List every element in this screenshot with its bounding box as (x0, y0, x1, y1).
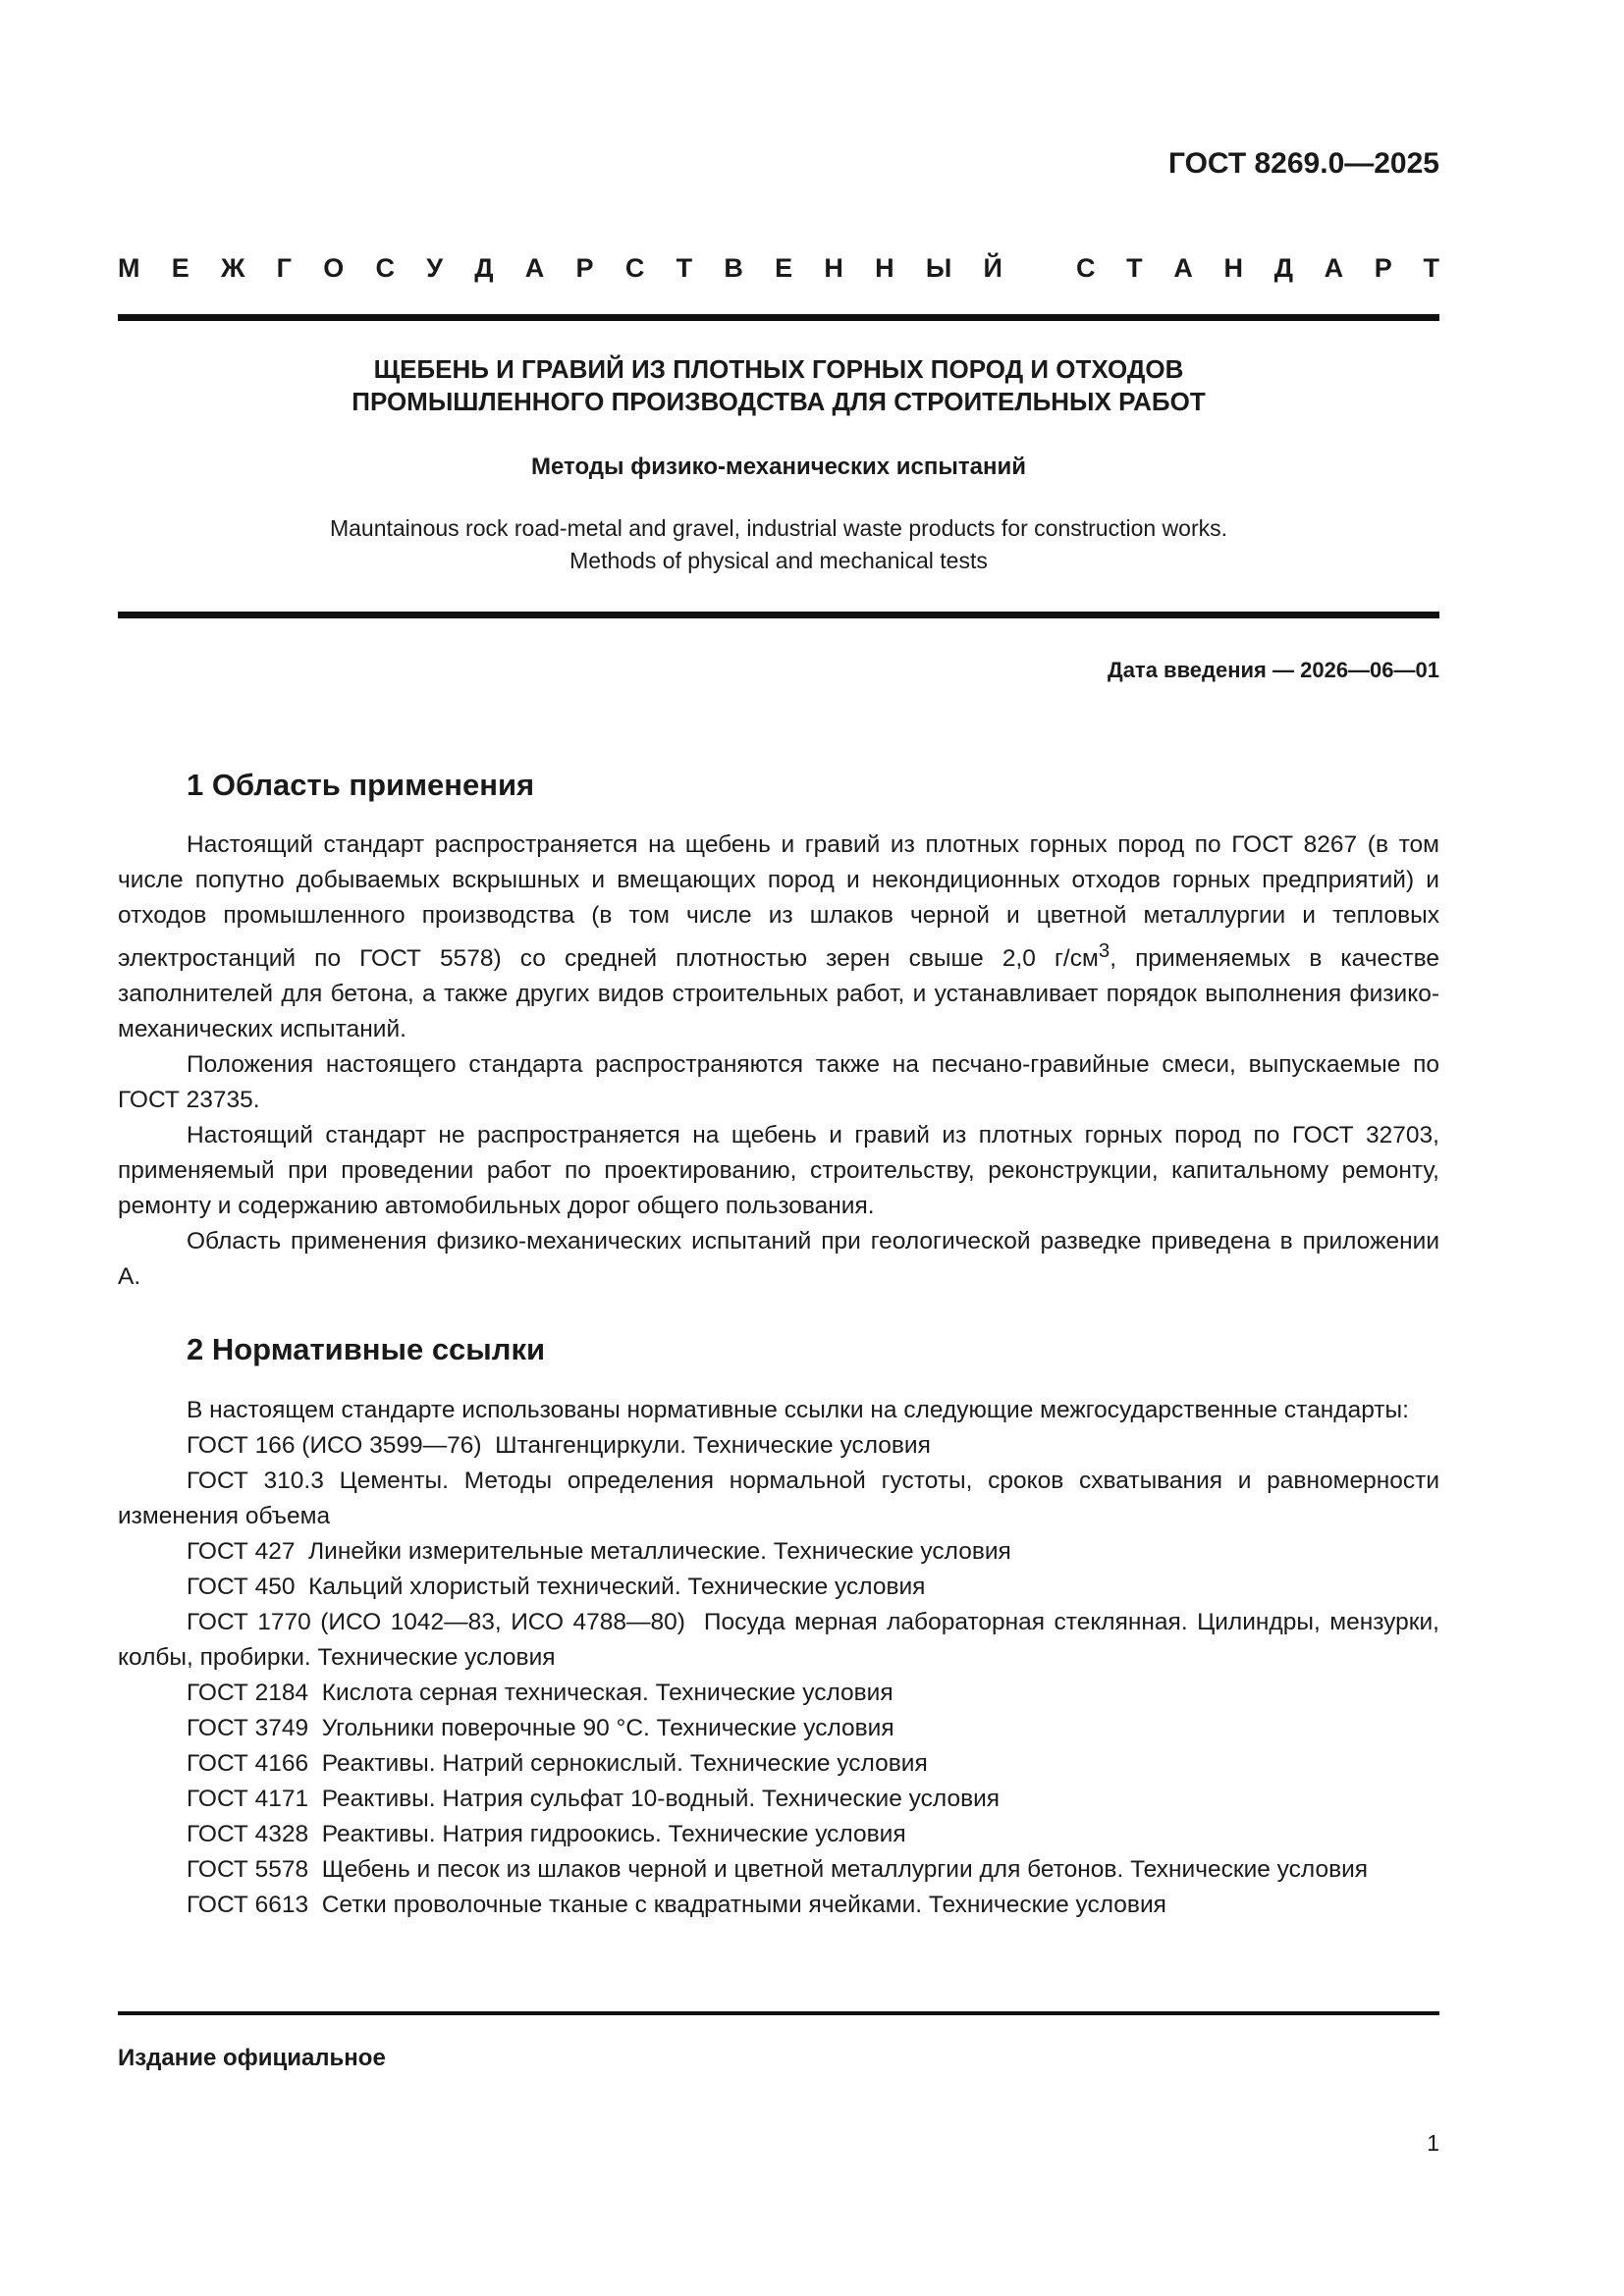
reference-title: Штангенциркули. Технические условия (495, 1432, 931, 1459)
banner-letter: Г (276, 253, 292, 283)
banner-letter: М (118, 253, 140, 283)
reference-code: ГОСТ 4328 (187, 1821, 322, 1847)
header-divider (118, 314, 1439, 321)
banner-letter: Й (983, 253, 1002, 283)
banner-letter: О (323, 253, 345, 283)
banner-letter: Ы (925, 253, 952, 283)
standard-word-standard (1076, 253, 1439, 284)
reference-item (118, 1852, 1439, 1888)
banner-letter: Н (1223, 253, 1244, 283)
reference-code: ГОСТ 2184 (187, 1680, 322, 1706)
reference-item (118, 1782, 1439, 1817)
banner-letter: А (524, 253, 545, 283)
official-edition-label: Издание официальное (118, 2045, 386, 2071)
introduction-date: Дата введения — 2026—06—01 (1108, 658, 1439, 682)
reference-title: Реактивы. Натрий сернокислый. Технические условия (321, 1750, 928, 1777)
reference-code: ГОСТ 1770 (ИСО 1042—83, ИСО 4788—80) (187, 1609, 704, 1635)
paragraph: Настоящий стандарт не распространяется на щебень и гравий из плотных горных пород по ГОСТ 32703, применяемый при проведении работ по проектированию, строительству, реконструкции, капитальному ремонту, ремонту и содержанию автомобильных дорог общего пользования. (118, 1122, 1439, 1220)
footer-divider (118, 2011, 1439, 2015)
reference-title: Реактивы. Натрия гидроокись. Технические условия (321, 1821, 906, 1847)
banner-letter: С (624, 253, 645, 283)
standard-word-interstate (118, 253, 1002, 284)
reference-title: Щебень и песок из шлаков черной и цветной металлургии для бетонов. Технические условия (321, 1856, 1369, 1883)
paragraph: Область применения физико-механических испытаний при геологической разведке приведена в приложении А. (118, 1228, 1439, 1291)
reference-code: ГОСТ 427 (187, 1538, 309, 1565)
banner-letter: Д (474, 253, 494, 283)
banner-letter: А (1173, 253, 1193, 283)
paragraph: В настоящем стандарте использованы нормативные ссылки на следующие межгосударственные стандарты: (187, 1397, 1409, 1423)
english-title-line-1: Mauntainous rock road-metal and gravel, industrial waste products for construction works. (329, 515, 1228, 541)
document-subtitle: Методы физико-механических испытаний (530, 454, 1026, 480)
reference-code: ГОСТ 4171 (187, 1786, 322, 1812)
reference-code: ГОСТ 5578 (187, 1856, 322, 1883)
reference-code: ГОСТ 310.3 (187, 1468, 340, 1494)
reference-title: Цементы. Методы определения нормальной густоты, сроков схватывания и равномерности изменения объема (118, 1468, 1440, 1529)
reference-item (118, 1534, 1439, 1570)
paragraph: Положения настоящего стандарта распространяются также на песчано-гравийные смеси, выпускаемые по ГОСТ 23735. (118, 1051, 1439, 1114)
reference-code: ГОСТ 4166 (187, 1750, 322, 1777)
document-title (118, 353, 1439, 418)
banner-letter: Р (1374, 253, 1392, 283)
banner-letter: Е (171, 253, 189, 283)
title-divider (118, 612, 1439, 618)
banner-letter: У (426, 253, 444, 283)
reference-item (118, 1817, 1439, 1852)
reference-title: Сетки проволочные тканые с квадратными ячейками. Технические условия (321, 1892, 1166, 1918)
english-title-line-2: Methods of physical and mechanical tests (569, 548, 988, 573)
banner-letter: Д (1273, 253, 1293, 283)
normative-references-list (118, 1428, 1439, 1923)
reference-title: Посуда мерная лабораторная стеклянная. Цилиндры, мензурки, колбы, пробирки. Технические условия (118, 1609, 1439, 1671)
section-2-body (118, 1393, 1439, 1923)
reference-item (118, 1676, 1439, 1711)
banner-letter: С (375, 253, 395, 283)
reference-title: Кислота серная техническая. Технические условия (321, 1680, 893, 1706)
title-line-1: ЩЕБЕНЬ И ГРАВИЙ ИЗ ПЛОТНЫХ ГОРНЫХ ПОРОД И ОТХОДОВ (373, 354, 1184, 384)
banner-letter: Н (875, 253, 894, 283)
section-2-heading: 2 Нормативные ссылки (187, 1332, 546, 1366)
document-page (118, 0, 1439, 2296)
reference-item (118, 1570, 1439, 1605)
reference-title: Реактивы. Натрия сульфат 10-водный. Технические условия (321, 1786, 1001, 1812)
reference-code: ГОСТ 6613 (187, 1892, 322, 1918)
banner-letter: В (724, 253, 743, 283)
reference-item (118, 1464, 1439, 1534)
banner-letter: Т (1126, 253, 1143, 283)
section-1-heading: 1 Область применения (187, 768, 535, 802)
banner-letter: С (1076, 253, 1096, 283)
title-line-2: ПРОМЫШЛЕННОГО ПРОИЗВОДСТВА ДЛЯ СТРОИТЕЛЬНЫХ РАБОТ (352, 387, 1206, 416)
banner-letter: Р (575, 253, 594, 283)
reference-code: ГОСТ 166 (ИСО 3599—76) (187, 1432, 496, 1459)
reference-title: Линейки измерительные металлические. Технические условия (308, 1538, 1011, 1565)
reference-item (118, 1888, 1439, 1923)
reference-item (118, 1428, 1439, 1464)
standard-type-banner (118, 253, 1439, 284)
reference-item (118, 1711, 1439, 1746)
banner-letter: А (1324, 253, 1344, 283)
paragraph: Настоящий стандарт распространяется на щебень и гравий из плотных горных пород по ГОСТ 8267 (в том числе попутно добываемых вскрышных и вмещающих пород и некондиционных отходов горных предприятий) и отходов промышленного производства (в том числе из шлаков черной и цветной металлургии и тепловых электростанций по ГОСТ 5578) со средней плотностью зерен свыше 2,0 $г/см^3$, применяемых в качестве заполнителей для бетона, а также других видов строительных работ, и устанавливает порядок выполнения физико-механических испытаний. (118, 831, 1439, 1043)
section-1-body (118, 828, 1439, 1295)
reference-code: ГОСТ 450 (187, 1574, 309, 1600)
reference-code: ГОСТ 3749 (187, 1715, 322, 1741)
reference-title: Угольники поверочные 90 °С. Технические условия (321, 1715, 894, 1741)
document-number: ГОСТ 8269.0—2025 (1167, 147, 1439, 180)
banner-letter: Н (824, 253, 843, 283)
banner-letter: Т (676, 253, 693, 283)
reference-item (118, 1746, 1439, 1782)
reference-title: Кальций хлористый технический. Технические условия (308, 1574, 926, 1600)
page-number: 1 (1427, 2130, 1439, 2156)
banner-letter: Е (775, 253, 793, 283)
banner-letter: Т (1423, 253, 1439, 283)
banner-letter: Ж (221, 253, 245, 283)
reference-item (118, 1605, 1439, 1676)
english-title (118, 512, 1439, 577)
